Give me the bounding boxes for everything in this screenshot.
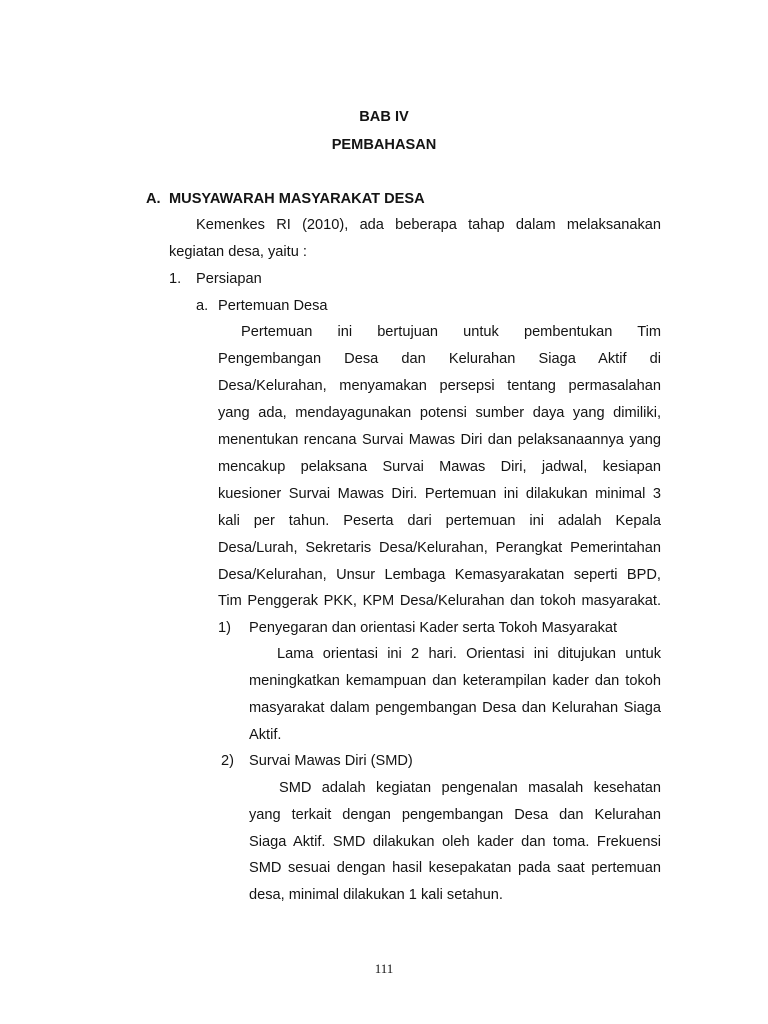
intro-line: Kemenkes RI (2010), ada beberapa tahap dalam melaksanakan [196, 217, 661, 233]
paragraph-line: SMD adalah kegiatan pengenalan masalah kesehatan [279, 780, 661, 796]
paragraph-line: yang ada, mendayagunakan potensi sumber daya yang dimiliki, [218, 405, 661, 421]
paragraph-line: Pengembangan Desa dan Kelurahan Siaga Aktif di [218, 351, 661, 367]
paragraph-line: Lama orientasi ini 2 hari. Orientasi ini ditujukan untuk [277, 646, 661, 662]
subitem-marker: 1) [218, 620, 231, 636]
step-title: Persiapan [196, 271, 262, 287]
paragraph-line: kali per tahun. Peserta dari pertemuan ini adalah Kepala [218, 513, 661, 529]
paragraph-line: Siaga Aktif. SMD dilakukan oleh kader dan toma. Frekuensi [249, 834, 661, 850]
paragraph-line: meningkatkan kemampuan dan keterampilan kader dan tokoh [249, 673, 661, 689]
chapter-heading: BAB IV [359, 109, 409, 125]
paragraph-line: yang terkait dengan pengembangan Desa dan Kelurahan [249, 807, 661, 823]
item-marker: a. [196, 298, 209, 314]
paragraph-line: mencakup pelaksana Survai Mawas Diri, jadwal, kesiapan [218, 459, 661, 475]
paragraph-line: Tim Penggerak PKK, KPM Desa/Kelurahan dan tokoh masyarakat. [218, 593, 661, 609]
item-title: Pertemuan Desa [218, 298, 328, 314]
paragraph-line: kuesioner Survai Mawas Diri. Pertemuan ini dilakukan minimal 3 [218, 486, 661, 502]
section-title: MUSYAWARAH MASYARAKAT DESA [169, 191, 425, 207]
paragraph-line: Aktif. [249, 727, 282, 743]
page-number: 111 [374, 961, 394, 976]
intro-line: kegiatan desa, yaitu : [169, 244, 307, 260]
paragraph-line: SMD sesuai dengan hasil kesepakatan pada saat pertemuan [249, 860, 661, 876]
subitem-marker: 2) [221, 753, 234, 769]
paragraph-line: desa, minimal dilakukan 1 kali setahun. [249, 887, 503, 903]
subitem-title: Survai Mawas Diri (SMD) [249, 753, 413, 769]
step-marker: 1. [169, 271, 182, 287]
paragraph-line: Desa/Kelurahan, menyamakan persepsi tentang permasalahan [218, 378, 661, 394]
paragraph-line: menentukan rencana Survai Mawas Diri dan pelaksanaannya yang [218, 432, 661, 448]
paragraph-line: Desa/Kelurahan, Unsur Lembaga Kemasyarakatan seperti BPD, [218, 567, 661, 583]
paragraph-line: masyarakat dalam pengembangan Desa dan Kelurahan Siaga [249, 700, 661, 716]
section-marker: A. [146, 191, 161, 207]
subitem-title: Penyegaran dan orientasi Kader serta Tokoh Masyarakat [249, 620, 618, 636]
paragraph-line: Pertemuan ini bertujuan untuk pembentukan Tim [241, 324, 661, 340]
paragraph-line: Desa/Lurah, Sekretaris Desa/Kelurahan, Perangkat Pemerintahan [218, 540, 661, 556]
chapter-title: PEMBAHASAN [331, 137, 437, 153]
